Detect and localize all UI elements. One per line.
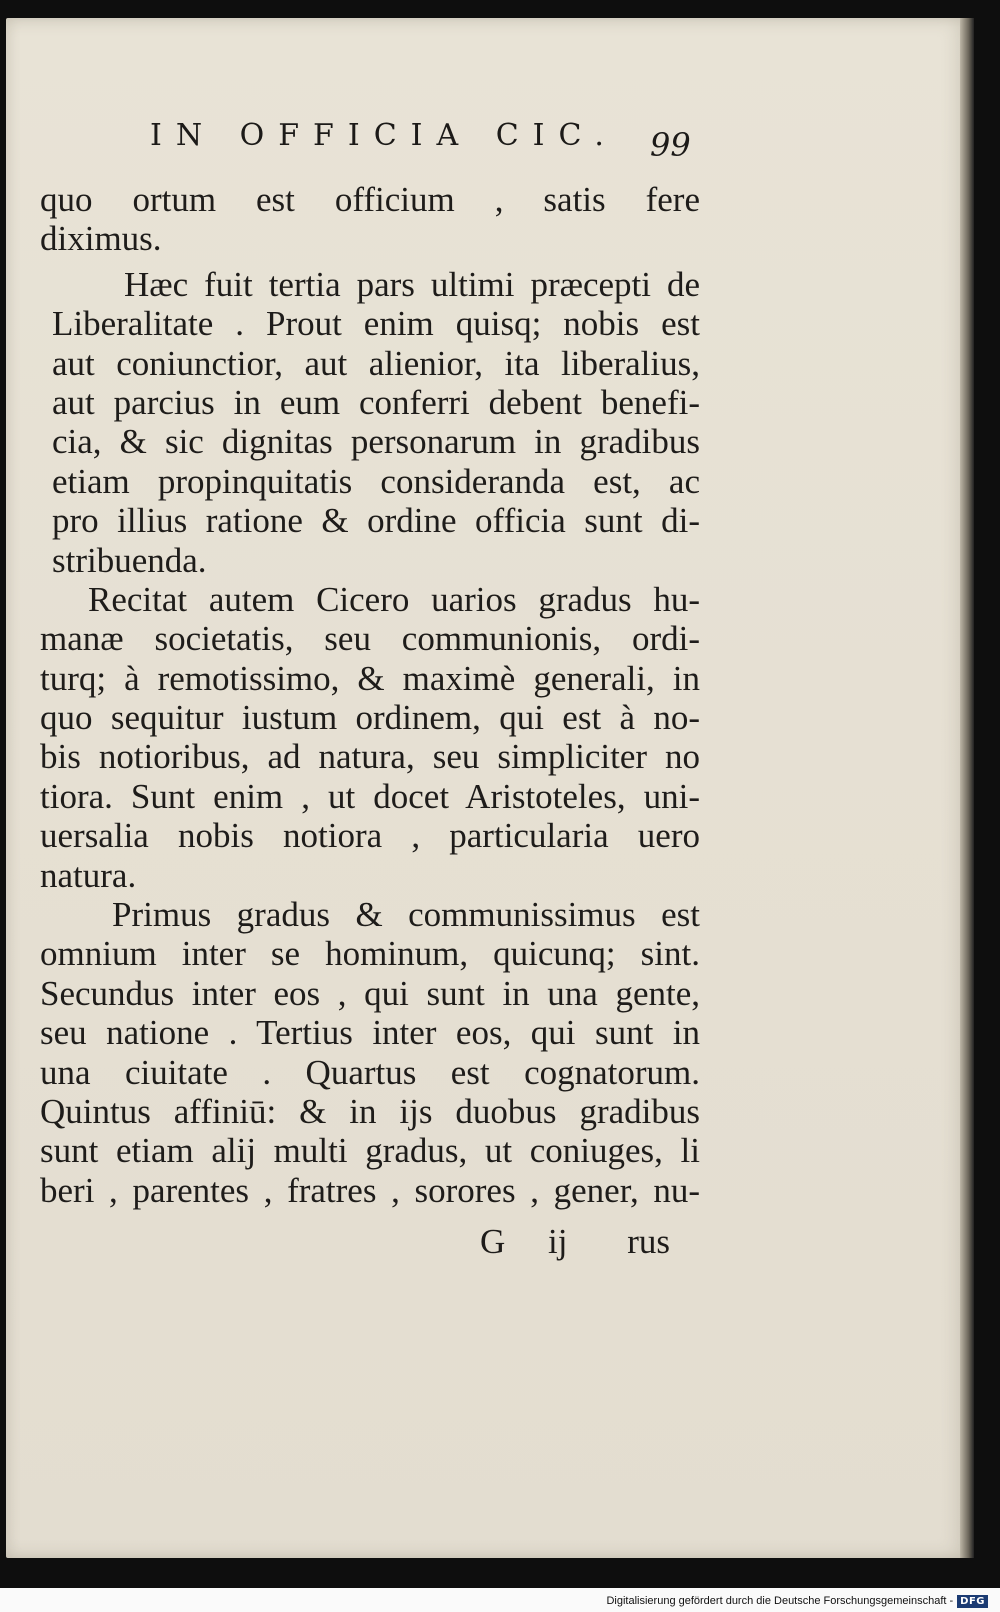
- text-line: una ciuitate . Quartus est cognatorum.: [40, 1052, 700, 1092]
- text-line: uersalia nobis notiora , particularia uero: [40, 816, 700, 856]
- text-line: Liberalitate . Prout enim quisq; nobis est: [52, 304, 700, 344]
- text-line: sunt etiam alij multi gradus, ut coniuges, li: [40, 1131, 700, 1171]
- text-line: quo ortum est officium , satis fere: [40, 180, 700, 219]
- text-line: quo sequitur iustum ordinem, qui est à no-: [40, 698, 700, 738]
- text-line: cia, & sic dignitas personarum in gradibus: [52, 422, 700, 462]
- signature-mark: G: [480, 1222, 506, 1261]
- paragraph-start-line: Recitat autem Cicero uarios gradus hu-: [88, 579, 700, 619]
- page-number: 99: [650, 126, 691, 164]
- text-line: aut coniunctior, aut alienior, ita liberalius,: [52, 343, 700, 383]
- text-line: diximus.: [40, 219, 162, 259]
- text-line: aut parcius in eum conferri debent benefi-: [52, 382, 700, 422]
- text-line: omnium inter se hominum, quicunq; sint.: [40, 934, 700, 974]
- catchline: [40, 1222, 700, 1262]
- catchword: rus: [627, 1222, 670, 1261]
- text-line: seu natione . Tertius inter eos, qui sunt in: [40, 1013, 700, 1053]
- page-edge-shadow: [960, 18, 974, 1558]
- paragraph-start-line: Primus gradus & communissimus est: [112, 895, 700, 935]
- text-line: etiam propinquitatis consideranda est, ac: [52, 461, 700, 501]
- text-line: tiora. Sunt enim , ut docet Aristoteles, uni-: [40, 776, 700, 816]
- text-line: Quintus affiniū: & in ijs duobus gradibus: [40, 1091, 700, 1131]
- text-line: pro illius ratione & ordine officia sunt di-: [52, 501, 700, 541]
- text-line: beri , parentes , fratres , sorores , gener, nu-: [40, 1170, 700, 1210]
- running-head: IN OFFICIA CIC.: [150, 118, 618, 153]
- body-text: [40, 180, 700, 1210]
- text-line: stribuenda.: [52, 540, 207, 580]
- funding-credit: [600, 1590, 992, 1610]
- dfg-logo: DFG: [957, 1595, 988, 1608]
- funding-credit-text: Digitalisierung gefördert durch die Deutsche Forschungsgemeinschaft -: [606, 1595, 954, 1607]
- signature-leaf: ij: [548, 1222, 568, 1261]
- text-line: turq; à remotissimo, & maximè generali, in: [40, 658, 700, 698]
- text-line: Secundus inter eos , qui sunt in una gente,: [40, 973, 700, 1013]
- text-line: bis notioribus, ad natura, seu simpliciter no: [40, 737, 700, 777]
- paragraph-start-line: Hæc fuit tertia pars ultimi præcepti de: [124, 264, 700, 304]
- text-line: manæ societatis, seu communionis, ordi-: [40, 619, 700, 659]
- text-line: natura.: [40, 855, 137, 895]
